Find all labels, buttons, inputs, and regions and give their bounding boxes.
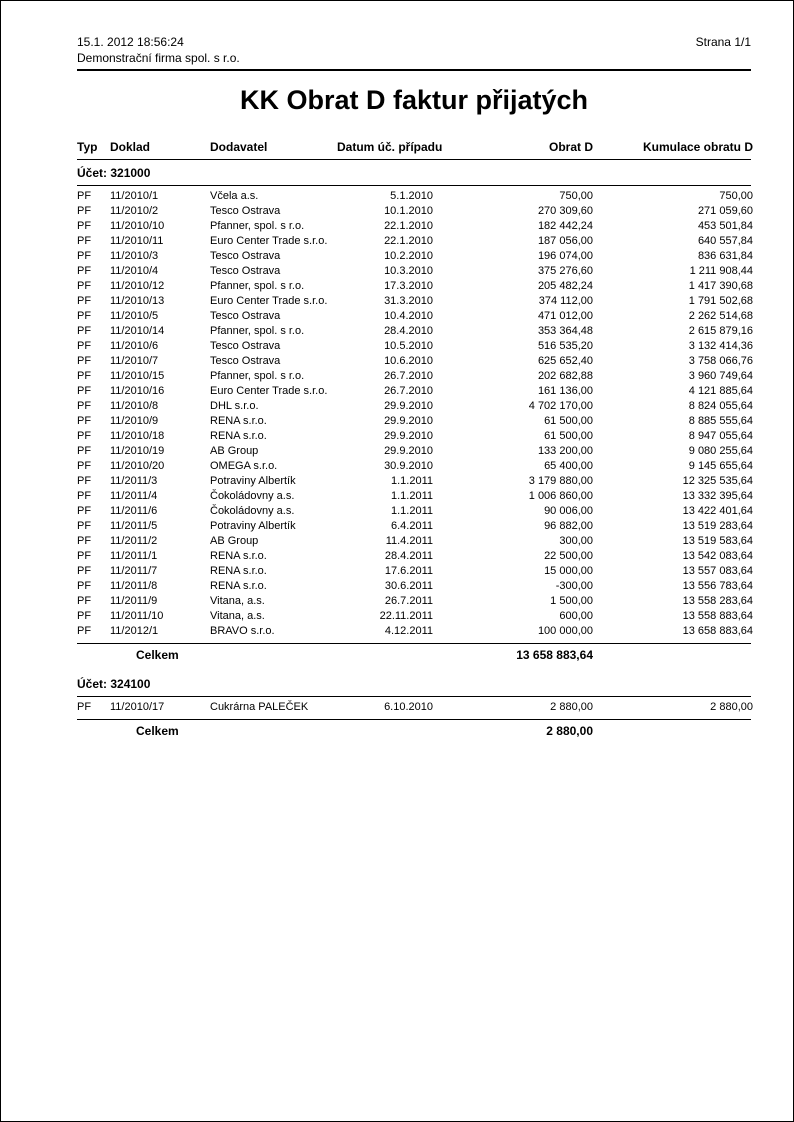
col-header-dodavatel: Dodavatel (210, 140, 268, 154)
kumulace-cell: 3 960 749,64 (688, 370, 753, 382)
section-divider (77, 185, 751, 186)
kumulace-cell: 3 132 414,36 (688, 340, 753, 352)
obrat-d-cell: 516 535,20 (537, 340, 593, 352)
doc-type-cell: PF (77, 475, 92, 487)
kumulace-cell: 271 059,60 (697, 205, 753, 217)
date-cell: 26.7.2011 (384, 595, 433, 607)
date-cell: 5.1.2010 (390, 190, 433, 202)
supplier-cell: RENA s.r.o. (210, 580, 267, 592)
invoice-row (77, 579, 751, 594)
date-cell: 29.9.2010 (384, 415, 433, 427)
supplier-cell: Tesco Ostrava (210, 310, 281, 322)
date-cell: 30.9.2010 (384, 460, 433, 472)
doc-type-cell: PF (77, 701, 92, 713)
supplier-cell: Pfanner, spol. s r.o. (210, 370, 305, 382)
doc-number-cell: 11/2011/5 (110, 520, 158, 532)
doc-number-cell: 11/2010/3 (110, 250, 159, 262)
supplier-cell: Pfanner, spol. s r.o. (210, 220, 305, 232)
doc-number-cell: 11/2010/10 (110, 220, 165, 232)
doc-type-cell: PF (77, 190, 92, 202)
doc-type-cell: PF (77, 580, 92, 592)
account-section-title: Účet: 324100 (77, 677, 151, 691)
total-label: Celkem (136, 724, 179, 738)
supplier-cell: Tesco Ostrava (210, 340, 281, 352)
col-header-obrat-d: Obrat D (548, 140, 593, 154)
supplier-cell: Vitana, a.s. (210, 610, 265, 622)
doc-type-cell: PF (77, 490, 92, 502)
obrat-d-cell: 182 442,24 (537, 220, 593, 232)
doc-number-cell: 11/2010/17 (110, 701, 165, 713)
obrat-d-cell: 375 276,60 (537, 265, 593, 277)
obrat-d-cell: 161 136,00 (537, 385, 593, 397)
invoice-row (77, 309, 751, 324)
total-label: Celkem (136, 648, 179, 662)
kumulace-cell: 8 885 555,64 (688, 415, 753, 427)
supplier-cell: Euro Center Trade s.r.o. (210, 295, 328, 307)
obrat-d-cell: 374 112,00 (538, 295, 593, 307)
kumulace-cell: 836 631,84 (697, 250, 753, 262)
obrat-d-cell: 61 500,00 (544, 415, 593, 427)
date-cell: 11.4.2011 (385, 535, 433, 547)
doc-type-cell: PF (77, 370, 92, 382)
obrat-d-cell: 61 500,00 (544, 430, 593, 442)
supplier-cell: Tesco Ostrava (210, 265, 281, 277)
date-cell: 17.6.2011 (384, 565, 433, 577)
invoice-row (77, 444, 751, 459)
section-divider (77, 719, 751, 720)
doc-type-cell: PF (77, 430, 92, 442)
invoice-row (77, 294, 751, 309)
doc-number-cell: 11/2010/12 (110, 280, 165, 292)
doc-number-cell: 11/2011/7 (110, 565, 158, 577)
obrat-d-cell: 1 500,00 (550, 595, 593, 607)
invoice-row (77, 549, 751, 564)
col-header-datum: Datum úč. případu (337, 140, 443, 154)
invoice-row (77, 504, 751, 519)
kumulace-cell: 13 556 783,64 (682, 580, 753, 592)
doc-number-cell: 11/2011/10 (110, 610, 164, 622)
invoice-row (77, 249, 751, 264)
invoice-row (77, 189, 751, 204)
doc-number-cell: 11/2010/4 (110, 265, 159, 277)
kumulace-cell: 12 325 535,64 (682, 475, 753, 487)
doc-number-cell: 11/2010/7 (110, 355, 159, 367)
table-header-divider (77, 159, 751, 160)
obrat-d-cell: 205 482,24 (537, 280, 593, 292)
date-cell: 10.1.2010 (384, 205, 433, 217)
supplier-cell: BRAVO s.r.o. (210, 625, 275, 637)
obrat-d-cell: 600,00 (559, 610, 593, 622)
supplier-cell: Včela a.s. (210, 190, 259, 202)
date-cell: 1.1.2011 (390, 505, 433, 517)
date-cell: 6.4.2011 (390, 520, 433, 532)
kumulace-cell: 1 417 390,68 (688, 280, 753, 292)
supplier-cell: RENA s.r.o. (210, 415, 267, 427)
kumulace-cell: 8 824 055,64 (688, 400, 753, 412)
invoice-row (77, 429, 751, 444)
invoice-row (77, 324, 751, 339)
doc-type-cell: PF (77, 505, 92, 517)
date-cell: 30.6.2011 (384, 580, 433, 592)
date-cell: 29.9.2010 (384, 445, 433, 457)
doc-number-cell: 11/2012/1 (110, 625, 159, 637)
doc-number-cell: 11/2010/19 (110, 445, 165, 457)
report-header (77, 34, 751, 66)
kumulace-cell: 9 145 655,64 (688, 460, 753, 472)
obrat-d-cell: 15 000,00 (544, 565, 593, 577)
section-total-row (77, 723, 751, 739)
date-cell: 29.9.2010 (384, 430, 433, 442)
invoice-row (77, 339, 751, 354)
invoice-row (77, 414, 751, 429)
date-cell: 10.5.2010 (384, 340, 433, 352)
doc-type-cell: PF (77, 220, 92, 232)
date-cell: 28.4.2011 (384, 550, 433, 562)
date-cell: 1.1.2011 (390, 475, 433, 487)
date-cell: 4.12.2011 (384, 625, 433, 637)
doc-number-cell: 11/2010/15 (110, 370, 165, 382)
col-header-doklad: Doklad (110, 140, 151, 154)
date-cell: 28.4.2010 (384, 325, 433, 337)
col-header-typ: Typ (77, 140, 98, 154)
kumulace-cell: 1 211 908,44 (689, 265, 753, 277)
date-cell: 10.4.2010 (384, 310, 433, 322)
supplier-cell: AB Group (210, 445, 259, 457)
total-value: 2 880,00 (546, 724, 593, 738)
date-cell: 22.1.2010 (384, 235, 433, 247)
doc-type-cell: PF (77, 535, 92, 547)
doc-type-cell: PF (77, 565, 92, 577)
obrat-d-cell: -300,00 (555, 580, 593, 592)
kumulace-cell: 9 080 255,64 (688, 445, 753, 457)
invoice-row (77, 264, 751, 279)
invoice-row (77, 354, 751, 369)
obrat-d-cell: 96 882,00 (544, 520, 593, 532)
date-cell: 10.6.2010 (384, 355, 433, 367)
kumulace-cell: 13 519 283,64 (682, 520, 753, 532)
invoice-row (77, 369, 751, 384)
date-cell: 10.3.2010 (384, 265, 433, 277)
supplier-cell: Pfanner, spol. s r.o. (210, 280, 305, 292)
doc-number-cell: 11/2010/8 (110, 400, 159, 412)
kumulace-cell: 13 558 883,64 (682, 610, 753, 622)
kumulace-cell: 13 658 883,64 (682, 625, 753, 637)
supplier-cell: AB Group (210, 535, 259, 547)
obrat-d-cell: 750,00 (559, 190, 593, 202)
invoice-row (77, 609, 751, 624)
doc-number-cell: 11/2011/6 (110, 505, 158, 517)
supplier-cell: Potraviny Albertík (210, 520, 296, 532)
obrat-d-cell: 300,00 (559, 535, 593, 547)
kumulace-cell: 453 501,84 (697, 220, 753, 232)
invoice-row (77, 459, 751, 474)
kumulace-cell: 13 542 083,64 (682, 550, 753, 562)
doc-type-cell: PF (77, 235, 92, 247)
supplier-cell: RENA s.r.o. (210, 430, 267, 442)
kumulace-cell: 13 557 083,64 (682, 565, 753, 577)
obrat-d-cell: 625 652,40 (537, 355, 593, 367)
kumulace-cell: 13 519 583,64 (682, 535, 753, 547)
doc-type-cell: PF (77, 325, 92, 337)
doc-number-cell: 11/2010/11 (110, 235, 164, 247)
report-content (1, 1, 793, 739)
header-divider (77, 69, 751, 71)
obrat-d-cell: 90 006,00 (544, 505, 593, 517)
doc-number-cell: 11/2011/8 (110, 580, 158, 592)
print-datetime: 15.1. 2012 18:56:24 (77, 35, 184, 49)
kumulace-cell: 750,00 (719, 190, 753, 202)
doc-number-cell: 11/2010/13 (110, 295, 165, 307)
doc-type-cell: PF (77, 280, 92, 292)
invoice-row (77, 474, 751, 489)
account-section-title: Účet: 321000 (77, 166, 151, 180)
page-number: Strana 1/1 (695, 35, 751, 49)
date-cell: 6.10.2010 (384, 701, 433, 713)
kumulace-cell: 4 121 885,64 (688, 385, 753, 397)
date-cell: 26.7.2010 (384, 385, 433, 397)
doc-type-cell: PF (77, 355, 92, 367)
doc-type-cell: PF (77, 400, 92, 412)
date-cell: 22.11.2011 (379, 610, 433, 622)
kumulace-cell: 13 332 395,64 (682, 490, 753, 502)
doc-number-cell: 11/2010/16 (110, 385, 165, 397)
supplier-cell: Euro Center Trade s.r.o. (210, 235, 328, 247)
obrat-d-cell: 2 880,00 (550, 701, 593, 713)
invoice-row (77, 594, 751, 609)
obrat-d-cell: 22 500,00 (544, 550, 593, 562)
doc-type-cell: PF (77, 205, 92, 217)
invoice-row (77, 534, 751, 549)
doc-number-cell: 11/2010/18 (110, 430, 165, 442)
section-total-row (77, 647, 751, 663)
supplier-cell: Cukrárna PALEČEK (210, 701, 309, 713)
doc-type-cell: PF (77, 520, 92, 532)
date-cell: 26.7.2010 (384, 370, 433, 382)
date-cell: 29.9.2010 (384, 400, 433, 412)
doc-type-cell: PF (77, 250, 92, 262)
obrat-d-cell: 202 682,88 (537, 370, 593, 382)
kumulace-cell: 8 947 055,64 (688, 430, 753, 442)
doc-type-cell: PF (77, 310, 92, 322)
obrat-d-cell: 471 012,00 (537, 310, 593, 322)
supplier-cell: Čokoládovny a.s. (210, 490, 295, 502)
doc-type-cell: PF (77, 385, 92, 397)
kumulace-cell: 2 880,00 (710, 701, 753, 713)
supplier-cell: RENA s.r.o. (210, 565, 267, 577)
doc-type-cell: PF (77, 625, 92, 637)
supplier-cell: Tesco Ostrava (210, 250, 281, 262)
kumulace-cell: 640 557,84 (697, 235, 753, 247)
doc-number-cell: 11/2010/9 (110, 415, 159, 427)
doc-number-cell: 11/2011/2 (110, 535, 158, 547)
supplier-cell: Tesco Ostrava (210, 205, 281, 217)
obrat-d-cell: 353 364,48 (537, 325, 593, 337)
obrat-d-cell: 3 179 880,00 (528, 475, 593, 487)
doc-type-cell: PF (77, 295, 92, 307)
doc-number-cell: 11/2010/6 (110, 340, 159, 352)
doc-number-cell: 11/2011/9 (110, 595, 158, 607)
supplier-cell: RENA s.r.o. (210, 550, 267, 562)
kumulace-cell: 13 558 283,64 (682, 595, 753, 607)
doc-number-cell: 11/2011/3 (110, 475, 158, 487)
doc-type-cell: PF (77, 610, 92, 622)
company-name: Demonstrační firma spol. s r.o. (77, 51, 240, 65)
kumulace-cell: 3 758 066,76 (688, 355, 753, 367)
doc-number-cell: 11/2011/1 (110, 550, 158, 562)
doc-number-cell: 11/2010/5 (110, 310, 159, 322)
supplier-cell: Tesco Ostrava (210, 355, 281, 367)
doc-number-cell: 11/2010/2 (110, 205, 159, 217)
doc-number-cell: 11/2011/4 (110, 490, 158, 502)
supplier-cell: Euro Center Trade s.r.o. (210, 385, 328, 397)
doc-number-cell: 11/2010/14 (110, 325, 165, 337)
section-divider (77, 643, 751, 644)
supplier-cell: DHL s.r.o. (210, 400, 259, 412)
doc-type-cell: PF (77, 595, 92, 607)
doc-type-cell: PF (77, 415, 92, 427)
invoice-row (77, 399, 751, 414)
report-title: KK Obrat D faktur přijatých (239, 85, 589, 115)
obrat-d-cell: 196 074,00 (537, 250, 593, 262)
invoice-row (77, 219, 751, 234)
supplier-cell: Potraviny Albertík (210, 475, 296, 487)
doc-number-cell: 11/2010/20 (110, 460, 165, 472)
table-body (77, 166, 751, 739)
supplier-cell: Pfanner, spol. s r.o. (210, 325, 305, 337)
invoice-row (77, 564, 751, 579)
doc-type-cell: PF (77, 340, 92, 352)
date-cell: 22.1.2010 (384, 220, 433, 232)
invoice-row (77, 700, 751, 715)
obrat-d-cell: 1 006 860,00 (528, 490, 593, 502)
invoice-row (77, 384, 751, 399)
date-cell: 10.2.2010 (384, 250, 433, 262)
table-header-row (77, 140, 751, 155)
doc-number-cell: 11/2010/1 (110, 190, 159, 202)
doc-type-cell: PF (77, 460, 92, 472)
invoice-row (77, 489, 751, 504)
invoice-row (77, 204, 751, 219)
report-header-left (77, 34, 240, 66)
invoice-row (77, 519, 751, 534)
supplier-cell: Vitana, a.s. (210, 595, 265, 607)
date-cell: 17.3.2010 (384, 280, 433, 292)
section-divider (77, 696, 751, 697)
obrat-d-cell: 133 200,00 (537, 445, 593, 457)
kumulace-cell: 2 615 879,16 (688, 325, 753, 337)
kumulace-cell: 2 262 514,68 (688, 310, 753, 322)
invoice-row (77, 234, 751, 249)
invoice-row (77, 279, 751, 294)
obrat-d-cell: 100 000,00 (537, 625, 593, 637)
kumulace-cell: 13 422 401,64 (682, 505, 753, 517)
col-header-kumulace: Kumulace obratu D (642, 140, 753, 154)
obrat-d-cell: 270 309,60 (537, 205, 593, 217)
doc-type-cell: PF (77, 550, 92, 562)
supplier-cell: Čokoládovny a.s. (210, 505, 295, 517)
doc-type-cell: PF (77, 445, 92, 457)
kumulace-cell: 1 791 502,68 (688, 295, 753, 307)
obrat-d-cell: 187 056,00 (537, 235, 593, 247)
doc-type-cell: PF (77, 265, 92, 277)
obrat-d-cell: 4 702 170,00 (528, 400, 593, 412)
obrat-d-cell: 65 400,00 (544, 460, 593, 472)
date-cell: 1.1.2011 (390, 490, 433, 502)
date-cell: 31.3.2010 (384, 295, 433, 307)
invoice-row (77, 624, 751, 639)
supplier-cell: OMEGA s.r.o. (210, 460, 278, 472)
total-value: 13 658 883,64 (516, 648, 593, 662)
